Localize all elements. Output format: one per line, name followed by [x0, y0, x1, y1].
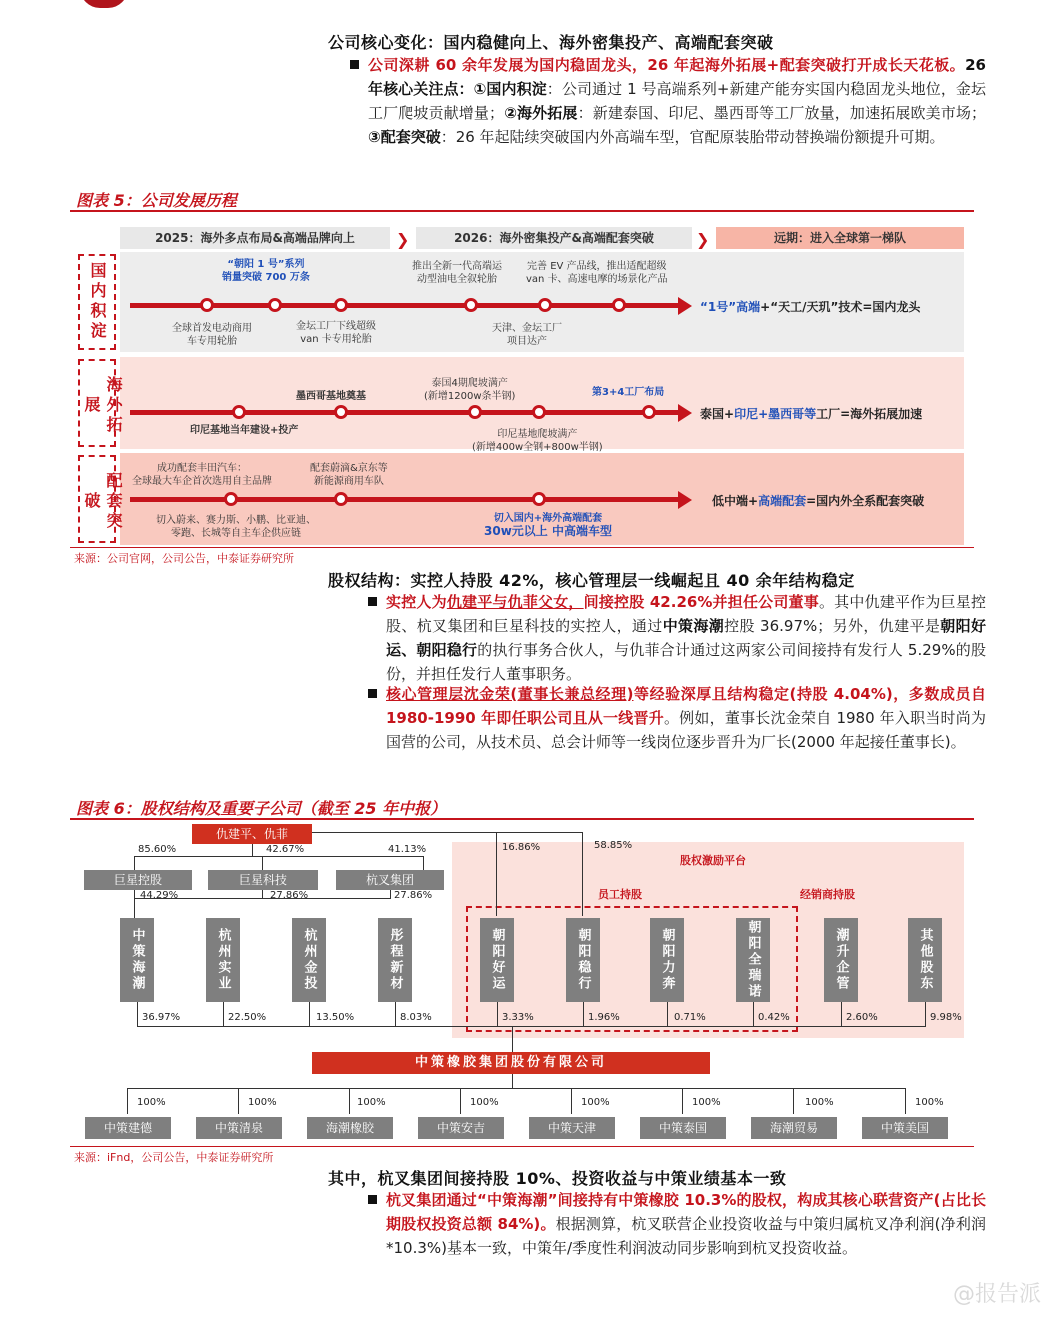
milestone-dot: [468, 405, 482, 419]
connector: [127, 1088, 906, 1089]
connector: [583, 1002, 584, 1026]
milestone-dot: [200, 298, 214, 312]
connector: [512, 1074, 513, 1088]
figure5-bottom-rule: [70, 547, 974, 548]
shareholder-chaoyang-haoyun: 朝阳好运: [480, 918, 514, 1002]
pct-ctrl-chaoyang-haoyun: 16.86%: [502, 842, 541, 853]
connector: [252, 844, 253, 857]
point-overseas-text: ：新建泰国、印尼、墨西哥等工厂放量，加速拓展欧美市场；: [577, 104, 986, 122]
connector: [667, 1002, 668, 1026]
connector: [262, 890, 263, 898]
watermark: @报告派: [952, 1282, 1041, 1307]
bullet-marker: [368, 1195, 377, 1204]
connector: [134, 856, 135, 870]
milestone-dot: [464, 298, 478, 312]
connector: [127, 1088, 128, 1114]
note-indonesia-build: 印尼基地当年建设+投产: [190, 425, 299, 436]
connector: [137, 1002, 138, 1026]
pct-sub-2: 100%: [248, 1097, 277, 1108]
pct-sub-4: 100%: [470, 1097, 499, 1108]
pct-sub-5: 100%: [581, 1097, 610, 1108]
pct-shareholder-10: 9.98%: [930, 1012, 962, 1023]
milestone-dot: [612, 298, 626, 312]
bullet-hangcha: 杭叉集团通过“中策海潮”间接持有中策橡胶 10.3%的股权，构成其核心联营资产(占比长期股权投资总额 84%)。根据测算，杭叉联营企业投资收益与中策归属杭叉净利润(净利润*10.3%)基本一致，中策年/季度性利润波动同步影响到杭叉投资收益。: [386, 1188, 986, 1260]
point-domestic-text: ：公司通过 1 号高端系列+新建产能夯实国内稳固龙头地位，金坛工厂爬坡贡献增量；: [368, 80, 986, 122]
figure6-bottom-rule: [70, 1146, 974, 1147]
company-box: 中策橡胶集团股份有限公司: [312, 1052, 710, 1074]
phase-2025: 2025：海外多点布局&高端品牌向上: [120, 227, 390, 249]
shareholder-chaosheng: 潮升企管: [824, 918, 858, 1002]
connector: [223, 1002, 224, 1026]
milestone-dot: [232, 405, 246, 419]
row-label-oem: 配套突破: [78, 455, 116, 543]
bullet-marker: [368, 597, 377, 606]
phase-long-term: 远期：进入全球第一梯队: [716, 227, 964, 249]
point-domestic-label: ①国内积淀: [473, 80, 547, 98]
shareholder-hangzhou-jintou: 杭州金投: [292, 918, 326, 1002]
incentive-platform-label: 股权激励平台: [680, 854, 746, 867]
connector: [423, 856, 424, 870]
point-overseas-label: ②海外拓展: [504, 104, 578, 122]
pct-shareholder-8: 0.42%: [758, 1012, 790, 1023]
subsidiary-haichao-trade: 海潮贸易: [751, 1117, 837, 1139]
pct-ctrl-juxing-holding: 85.60%: [138, 844, 177, 855]
connector: [134, 890, 135, 898]
pct-shareholder-3: 13.50%: [316, 1012, 355, 1023]
chevron-right-icon: ❯: [396, 230, 410, 249]
pct-shareholder-4: 8.03%: [400, 1012, 432, 1023]
timeline-line-oem: [130, 497, 680, 502]
connector: [497, 1002, 498, 1026]
figure6-source: 来源：iFnd，公司公告，中泰证券研究所: [74, 1151, 274, 1164]
shareholder-zhongce-haichao: 中策海潮: [120, 918, 154, 1002]
timeline-arrow: [678, 297, 692, 315]
result-domestic: “1号”高端+“天工/天玑”技术=国内龙头: [700, 300, 921, 314]
shareholder-others: 其他股东: [908, 918, 942, 1002]
subsidiary-thailand: 中策泰国: [640, 1117, 726, 1139]
note-thailand-phase4: 泰国4期爬坡满产 (新增1200w条半钢): [424, 378, 516, 402]
subsidiary-tianjin: 中策天津: [529, 1117, 615, 1139]
note-mexico: 墨西哥基地奠基: [296, 391, 366, 402]
milestone-dot: [334, 298, 348, 312]
section-title-core-change: 公司核心变化：国内稳健向上、海外密集投产、高端配套突破: [328, 33, 774, 52]
pct-sub-6: 100%: [692, 1097, 721, 1108]
bullet-management: 核心管理层沈金荣(董事长兼总经理)等经验深厚且结构稳定(持股 4.04%)，多数成员自 1980-1990 年即任职公司且从一线晋升。例如，董事长沈金荣自 1980 年入职当时尚为国营的公司，从技术员、总会计师等一线岗位逐步晋升为厂长(2000 年起接任董事长)。: [386, 682, 986, 754]
figure5-source: 来源：公司官网，公司公告，中泰证券研究所: [74, 552, 294, 565]
note-toyota: 成功配套丰田汽车： 全球最大车企首次选用自主品牌: [132, 463, 272, 487]
milestone-dot: [224, 492, 238, 506]
bullet-controller: 实控人为仇建平与仇菲父女，间接控股 42.26%并担任公司董事。其中仇建平作为巨星控股、杭叉集团和巨星科技的实控人，通过中策海潮控股 36.97%；另外，仇建平是朝阳好运、朝阳稳行的执行事务合伙人，与仇菲合计通过这两家公司间接持有发行人 5.29%的股份，并担任发行人董事职务。: [386, 590, 986, 686]
core-change-lead: 公司深耕 60 余年发展为国内稳固龙头，26 年起海外拓展+配套突破打开成长天花板。: [368, 56, 966, 74]
timeline-line-overseas: [130, 410, 680, 415]
pct-shareholder-9: 2.60%: [846, 1012, 878, 1023]
note-ev-commercial: 全球首发电动商用 车专用轮胎: [172, 323, 252, 347]
note-new-product: 推出全新一代高端运 动型油电全叙轮胎: [412, 261, 502, 285]
subsidiary-jiande: 中策建德: [85, 1117, 171, 1139]
milestone-dot: [538, 298, 552, 312]
bullet-marker: [350, 60, 359, 69]
holding-juxing-holding: 巨星控股: [84, 870, 192, 890]
result-overseas: 泰国+印尼+墨西哥等工厂=海外拓展加速: [700, 407, 923, 421]
point-oem-text: ：26 年起陆续突破国内外高端车型，官配原装胎带动替换端份额提升可期。: [440, 128, 945, 146]
point-oem-label: ③配套突破: [368, 128, 441, 146]
section-title-hangcha: 其中，杭叉集团间接持股 10%、投资收益与中策业绩基本一致: [328, 1169, 787, 1188]
subsidiary-haichao-rubber: 海潮橡胶: [307, 1117, 393, 1139]
shareholder-chaoyang-quanruinuo: 朝阳全瑞诺: [736, 918, 770, 1002]
timeline-arrow: [678, 491, 692, 509]
connector: [793, 1088, 794, 1114]
timeline-arrow: [678, 404, 692, 422]
connector: [925, 1002, 926, 1026]
note-plant-3-4: 第3+4工厂布局: [592, 387, 665, 398]
connector: [905, 1088, 906, 1114]
figure5-title: 图表 5：公司发展历程: [76, 191, 237, 210]
row-label-overseas: 海外拓展: [78, 359, 116, 447]
pct-shareholder-7: 0.71%: [674, 1012, 706, 1023]
milestone-dot: [532, 492, 546, 506]
connector: [496, 832, 497, 916]
connector: [753, 1002, 754, 1026]
shareholder-hangzhou-industry: 杭州实业: [206, 918, 240, 1002]
subsidiary-usa: 中策美国: [862, 1117, 948, 1139]
note-domestic-oem: 切入蔚来、赛力斯、小鹏、比亚迪、 零跑、长城等自主车企供应链: [156, 515, 316, 539]
connector: [390, 890, 391, 898]
shareholder-tongcheng: 彤程新材: [378, 918, 412, 1002]
dealer-ownership-label: 经销商持股: [800, 888, 855, 901]
subsidiary-anji: 中策安吉: [418, 1117, 504, 1139]
connector: [682, 1088, 683, 1114]
pct-ctrl-chaoyang-wenxing: 58.85%: [594, 840, 633, 851]
note-chaoyang1: “朝阳 1 号”系列 销量突破 700 万条: [222, 259, 310, 283]
bullet-core-change: [368, 53, 986, 149]
note-new-energy-fleet: 配套蔚滴&京东等 新能源商用车队: [310, 463, 388, 487]
milestone-dot: [268, 298, 282, 312]
pct-shareholder-6: 1.96%: [588, 1012, 620, 1023]
connector: [137, 1026, 926, 1027]
milestone-dot: [642, 405, 656, 419]
shareholder-chaoyang-wenxing: 朝阳稳行: [566, 918, 600, 1002]
connector: [395, 1002, 396, 1026]
chevron-right-icon: ❯: [696, 230, 710, 249]
section-title-equity: 股权结构：实控人持股 42%，核心管理层一线崛起且 40 余年结构稳定: [328, 571, 855, 590]
connector: [841, 1002, 842, 1026]
note-highend-oem: 切入国内+海外高端配套 30w元以上 中高端车型: [484, 513, 612, 538]
controller-box: 仇建平、仇菲: [192, 824, 312, 844]
pct-holding-1: 44.29%: [140, 890, 179, 901]
row-label-domestic: 国内积淀: [78, 254, 116, 350]
brand-logo: [80, 0, 128, 8]
figure5-header: [70, 186, 974, 212]
connector: [496, 832, 582, 833]
phase-2026: 2026：海外密集投产&高端配套突破: [416, 227, 692, 249]
connector: [460, 1088, 461, 1114]
connector: [309, 1002, 310, 1026]
connector: [134, 898, 135, 918]
bullet-marker: [368, 689, 377, 698]
figure6-title: 图表 6：股权结构及重要子公司（截至 25 年中报）: [76, 799, 447, 818]
pct-ctrl-hangcha: 41.13%: [388, 844, 427, 855]
pct-sub-1: 100%: [137, 1097, 166, 1108]
pct-shareholder-2: 22.50%: [228, 1012, 267, 1023]
connector: [134, 856, 424, 857]
connector: [312, 832, 496, 833]
milestone-dot: [532, 405, 546, 419]
employee-ownership-label: 员工持股: [598, 888, 642, 901]
note-indonesia-ramp: 印尼基地爬坡满产 (新增400w全钢+800w半钢): [472, 429, 603, 453]
milestone-dot: [334, 492, 348, 506]
core-change-focus: 26 年核心关注点：: [368, 56, 986, 98]
subsidiary-qingquan: 中策清泉: [196, 1117, 282, 1139]
connector: [262, 856, 263, 870]
pct-holding-3: 27.86%: [394, 890, 433, 901]
connector: [512, 1026, 513, 1052]
holding-juxing-tech: 巨星科技: [208, 870, 318, 890]
connector: [238, 1088, 239, 1114]
note-ev-line: 完善 EV 产品线，推出适配超级 van 卡、高速电摩的场景化产品: [526, 261, 668, 285]
figure6-header: [70, 794, 974, 820]
pct-shareholder-1: 36.97%: [142, 1012, 181, 1023]
pct-sub-7: 100%: [805, 1097, 834, 1108]
note-tianjin-jintan: 天津、金坛工厂 项目达产: [492, 323, 562, 347]
pct-ctrl-juxing-tech: 42.67%: [266, 844, 305, 855]
connector: [571, 1088, 572, 1114]
milestone-dot: [334, 405, 348, 419]
pct-sub-8: 100%: [915, 1097, 944, 1108]
connector: [582, 832, 583, 916]
pct-sub-3: 100%: [357, 1097, 386, 1108]
connector: [349, 1088, 350, 1114]
pct-shareholder-5: 3.33%: [502, 1012, 534, 1023]
shareholder-chaoyang-liben: 朝阳力奔: [650, 918, 684, 1002]
result-oem: 低中端+高端配套=国内外全系配套突破: [712, 494, 925, 508]
holding-hangcha: 杭叉集团: [336, 870, 444, 890]
note-jintan-van: 金坛工厂下线超级 van 卡专用轮胎: [296, 321, 376, 345]
pct-holding-2: 27.86%: [270, 890, 309, 901]
